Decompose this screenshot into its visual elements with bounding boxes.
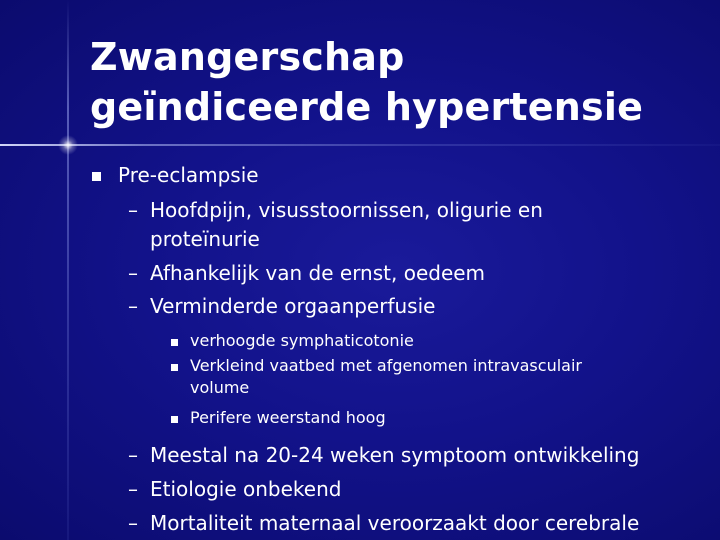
sub-sub-item-sympathicotonie: verhoogde symphaticotonie: [190, 331, 414, 350]
sub-item-oedeem: Afhankelijk van de ernst, oedeem: [150, 261, 486, 285]
bullet-square-icon: [171, 364, 178, 371]
dash-icon: –: [128, 198, 138, 222]
bullet-pre-eclampsie: Pre-eclampsie: [118, 163, 259, 187]
sub-item-symptoms-cont: proteïnurie: [150, 227, 260, 251]
vertical-decor-line: [67, 0, 69, 540]
bullet-square-icon: [171, 416, 178, 423]
sub-sub-item-vaatbed: Verkleind vaatbed met afgenomen intravasculair: [190, 356, 582, 375]
dash-icon: –: [128, 294, 138, 318]
sub-item-mortaliteit: Mortaliteit maternaal veroorzaakt door cerebrale: [150, 511, 640, 535]
dash-icon: –: [128, 477, 138, 501]
sub-item-symptoms: Hoofdpijn, visusstoornissen, oligurie en: [150, 198, 543, 222]
sub-item-orgaanperfusie: Verminderde orgaanperfusie: [150, 294, 436, 318]
title-line-1: Zwangerschap: [90, 35, 405, 79]
sub-sub-item-weerstand: Perifere weerstand hoog: [190, 408, 386, 427]
bullet-square-icon: [92, 172, 101, 181]
dash-icon: –: [128, 511, 138, 535]
title-line-2: geïndiceerde hypertensie: [90, 85, 644, 129]
sub-item-meestal: Meestal na 20-24 weken symptoom ontwikkeling: [150, 443, 640, 467]
bullet-square-icon: [171, 339, 178, 346]
sparkle-decor: [58, 135, 78, 155]
slide-title: [90, 32, 643, 132]
sub-sub-item-vaatbed-cont: volume: [190, 378, 250, 397]
dash-icon: –: [128, 443, 138, 467]
sub-item-etiologie: Etiologie onbekend: [150, 477, 342, 501]
dash-icon: –: [128, 261, 138, 285]
horizontal-decor-line: [0, 144, 720, 146]
